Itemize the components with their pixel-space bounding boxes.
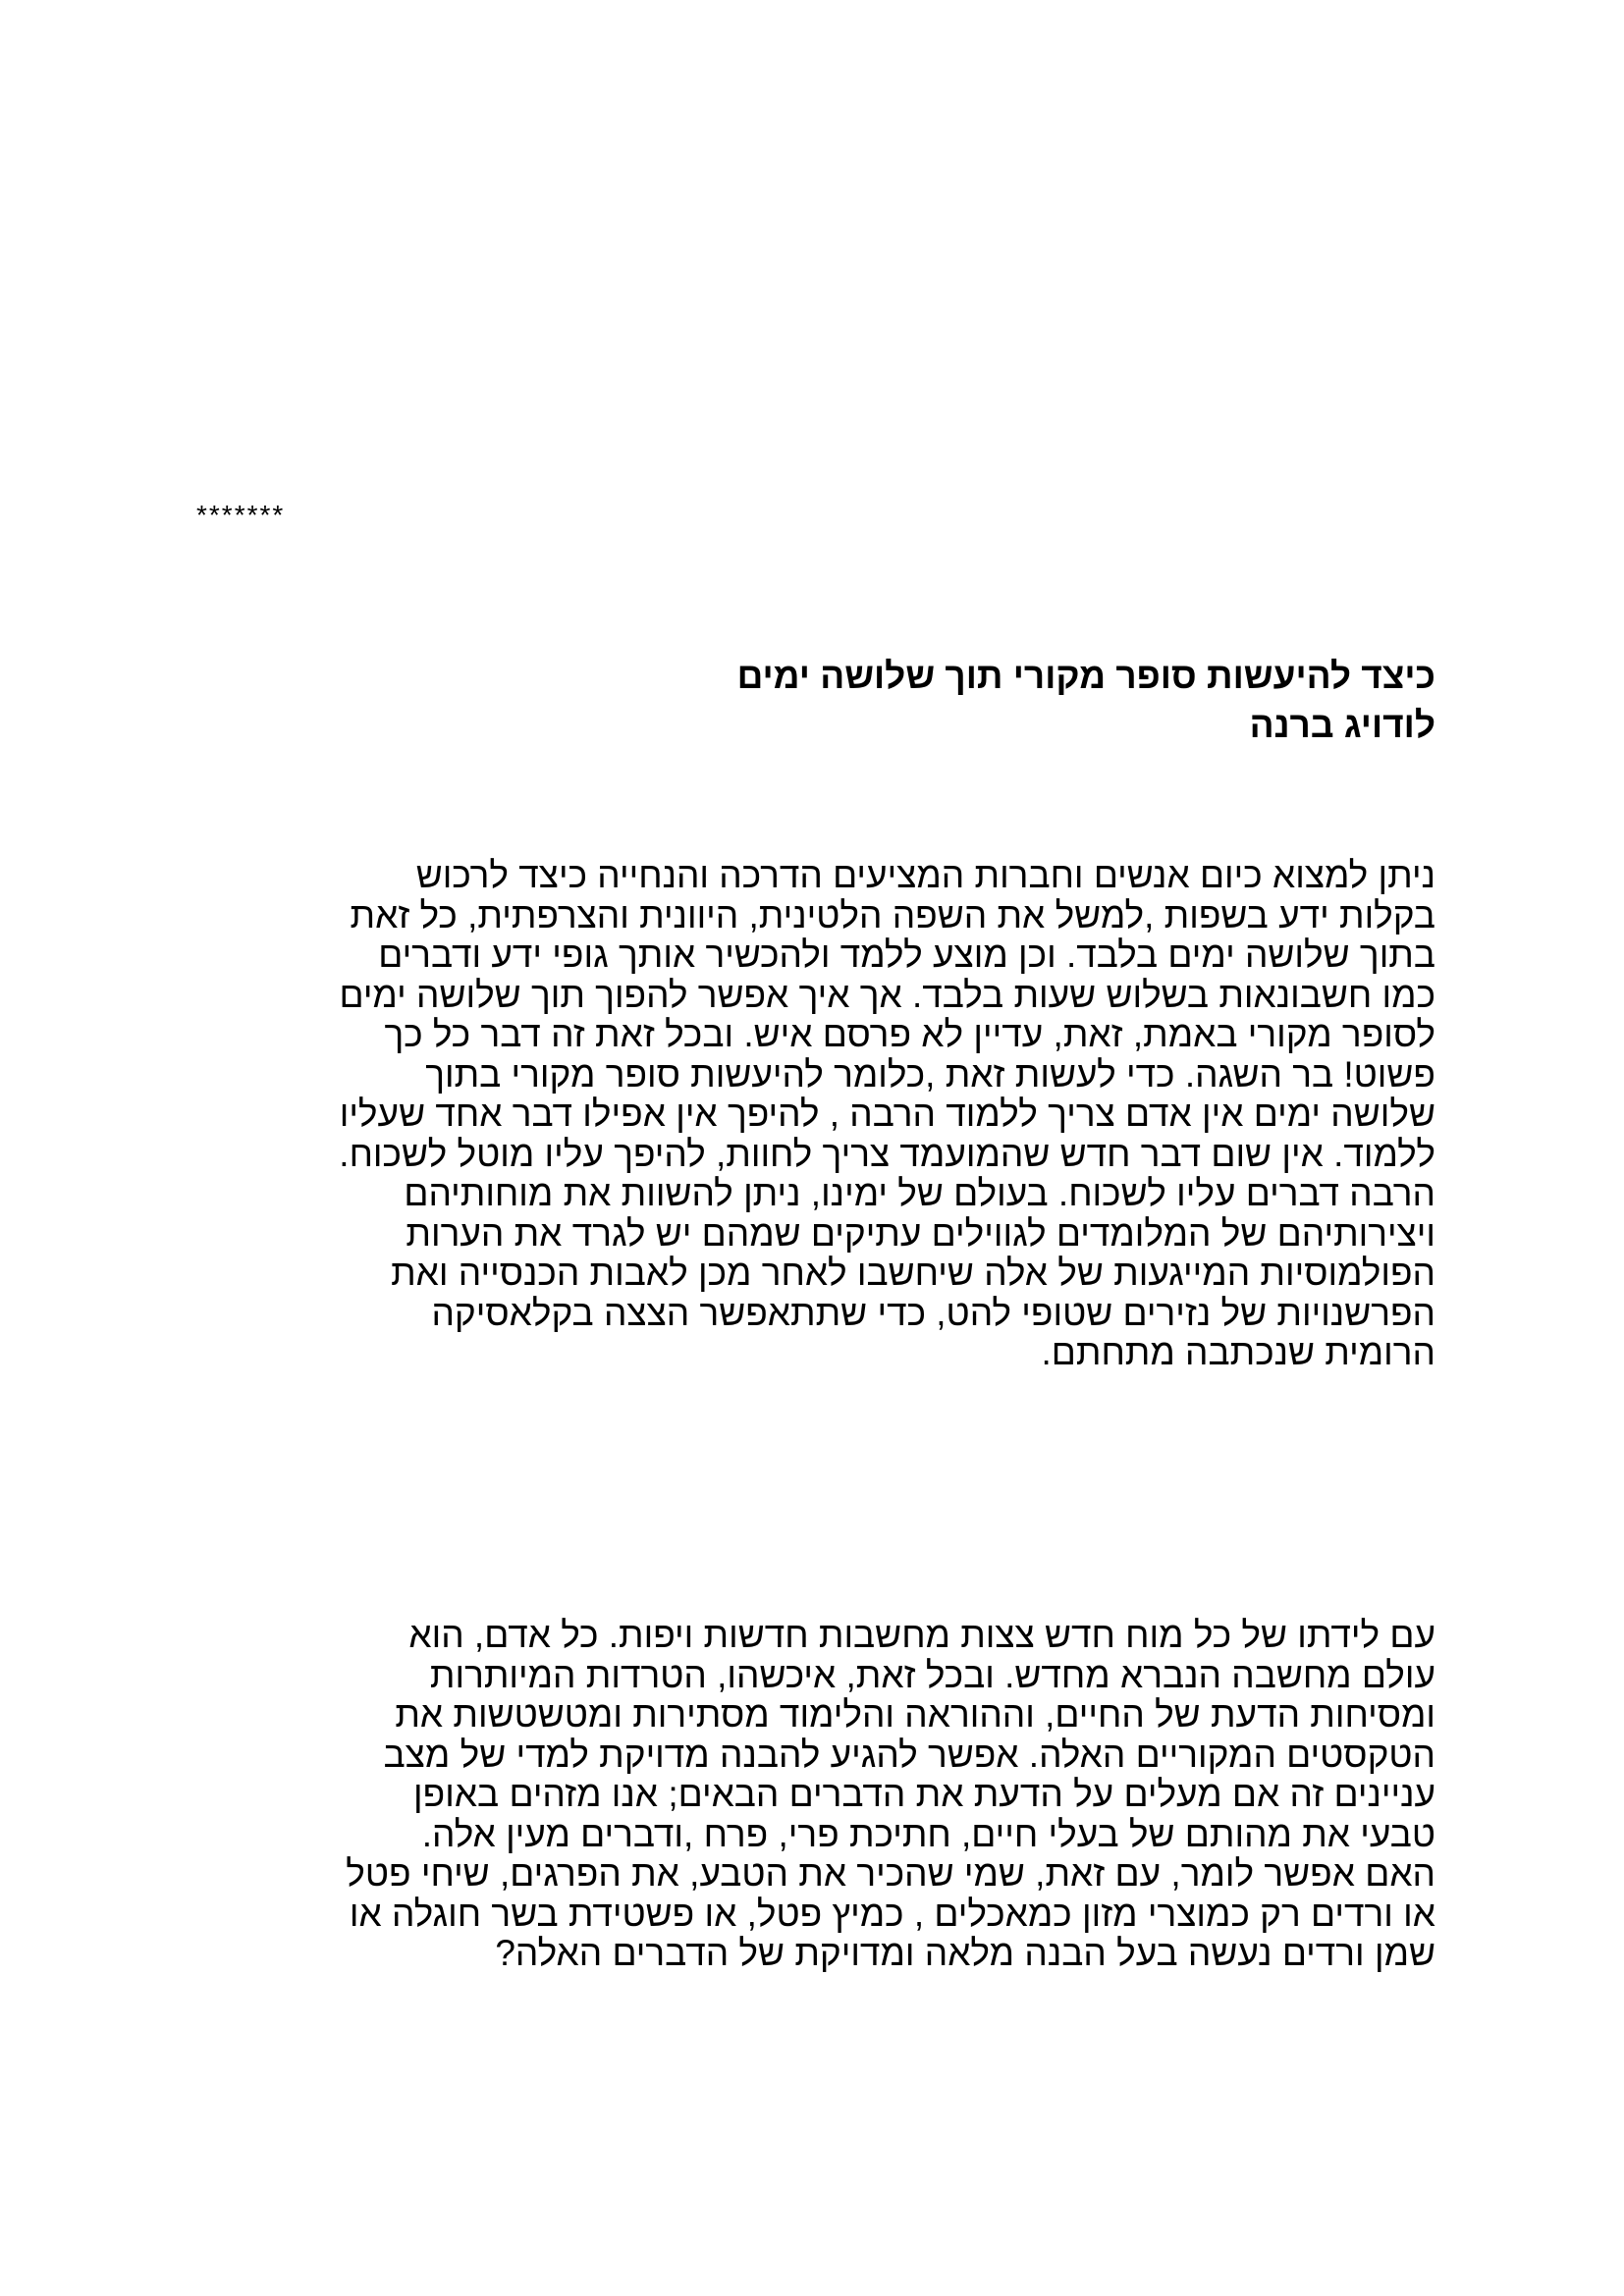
paragraph-line: הפרשנויות של נזירים שטופי להט, כדי שתתאפשר הצצה בקלאסיקה <box>431 1292 1435 1333</box>
paragraph-line: או ורדים רק כמוצרי מזון כמאכלים , כמיץ פטל, או פשטידת בשר חוגלה או <box>349 1893 1435 1934</box>
paragraph-line: הרומית שנכתבה מתחתם. <box>1041 1332 1435 1372</box>
paragraph-line: ומסיחות הדעת של החיים, וההוראה והלימוד מסתירות ומטשטשות את <box>395 1694 1435 1735</box>
paragraph-line: ויצירותיהם של המלומדים לגווילים עתיקים שמהם יש לגרד את הערות <box>406 1212 1435 1254</box>
paragraph-line: לסופר מקורי באמת, זאת, עדיין לא פרסם איש. ובכל זאת זה דבר כל כך <box>384 1014 1435 1054</box>
paragraph-line: שלושה ימים אין אדם צריך ללמוד הרבה , להיפך אין אפילו דבר אחד שעליו <box>339 1094 1435 1134</box>
title-block <box>737 652 1435 750</box>
document-title: כיצד להיעשות סופר מקורי תוך שלושה ימים <box>736 656 1435 696</box>
paragraph-line: עולם מחשבה הנברא מחדש. ובכל זאת, איכשהו, הטרדות המיותרות <box>429 1654 1435 1695</box>
paragraph-1 <box>339 856 1435 1373</box>
paragraph-line: בקלות ידע בשפות ,למשל את השפה הלטינית, היוונית והצרפתית, כל זאת <box>350 894 1435 935</box>
section-separator: ******* <box>196 500 286 530</box>
paragraph-line: הרבה דברים עליו לשכוח. בעולם של ימינו, ניתן להשוות את מוחותיהם <box>404 1173 1435 1213</box>
document-author: לודויג ברנה <box>1249 705 1435 745</box>
paragraph-line: האם אפשר לומר, עם זאת, שמי שהכיר את הטבע, את הפרגים, שיחי פטל <box>346 1853 1435 1894</box>
paragraph-line: פשוט! בר השגה. כדי לעשות זאת ,כלומר להיעשות סופר מקורי בתוך <box>425 1053 1435 1095</box>
paragraph-2 <box>346 1616 1435 1974</box>
paragraph-line: הפולמוסיות המייגעות של אלה שיחשבו לאחר מכן לאבות הכנסייה ואת <box>391 1253 1435 1293</box>
paragraph-line: טבעי את מהותם של בעלי חיים, חתיכת פרי, פרח ,ודברים מעין אלה. <box>421 1813 1435 1854</box>
paragraph-line: ניתן למצוא כיום אנשים וחברות המציעים הדרכה והנחייה כיצד לרכוש <box>415 855 1435 895</box>
paragraph-line: בתוך שלושה ימים בלבד. וכן מוצע ללמד ולהכשיר אותך גופי ידע ודברים <box>378 934 1435 975</box>
paragraph-line: ללמוד. אין שום דבר חדש שהמועמד צריך לחוות, להיפך עליו מוטל לשכוח. <box>339 1133 1435 1174</box>
paragraph-line: שמן ורדים נעשה בעל הבנה מלאה ומדויקת של הדברים האלה? <box>495 1933 1435 1973</box>
paragraph-line: הטקסטים המקוריים האלה. אפשר להגיע להבנה מדויקת למדי של מצב <box>383 1734 1435 1775</box>
paragraph-line: כמו חשבונאות בשלוש שעות בלבד. אך איך אפשר להפוך תוך שלושה ימים <box>339 974 1435 1015</box>
paragraph-line: עניינים זה אם מעלים על הדעת את הדברים הבאים; אנו מזהים באופן <box>413 1774 1435 1814</box>
paragraph-line: עם לידתו של כל מוח חדש צצות מחשבות חדשות ויפות. כל אדם, הוא <box>408 1615 1435 1655</box>
